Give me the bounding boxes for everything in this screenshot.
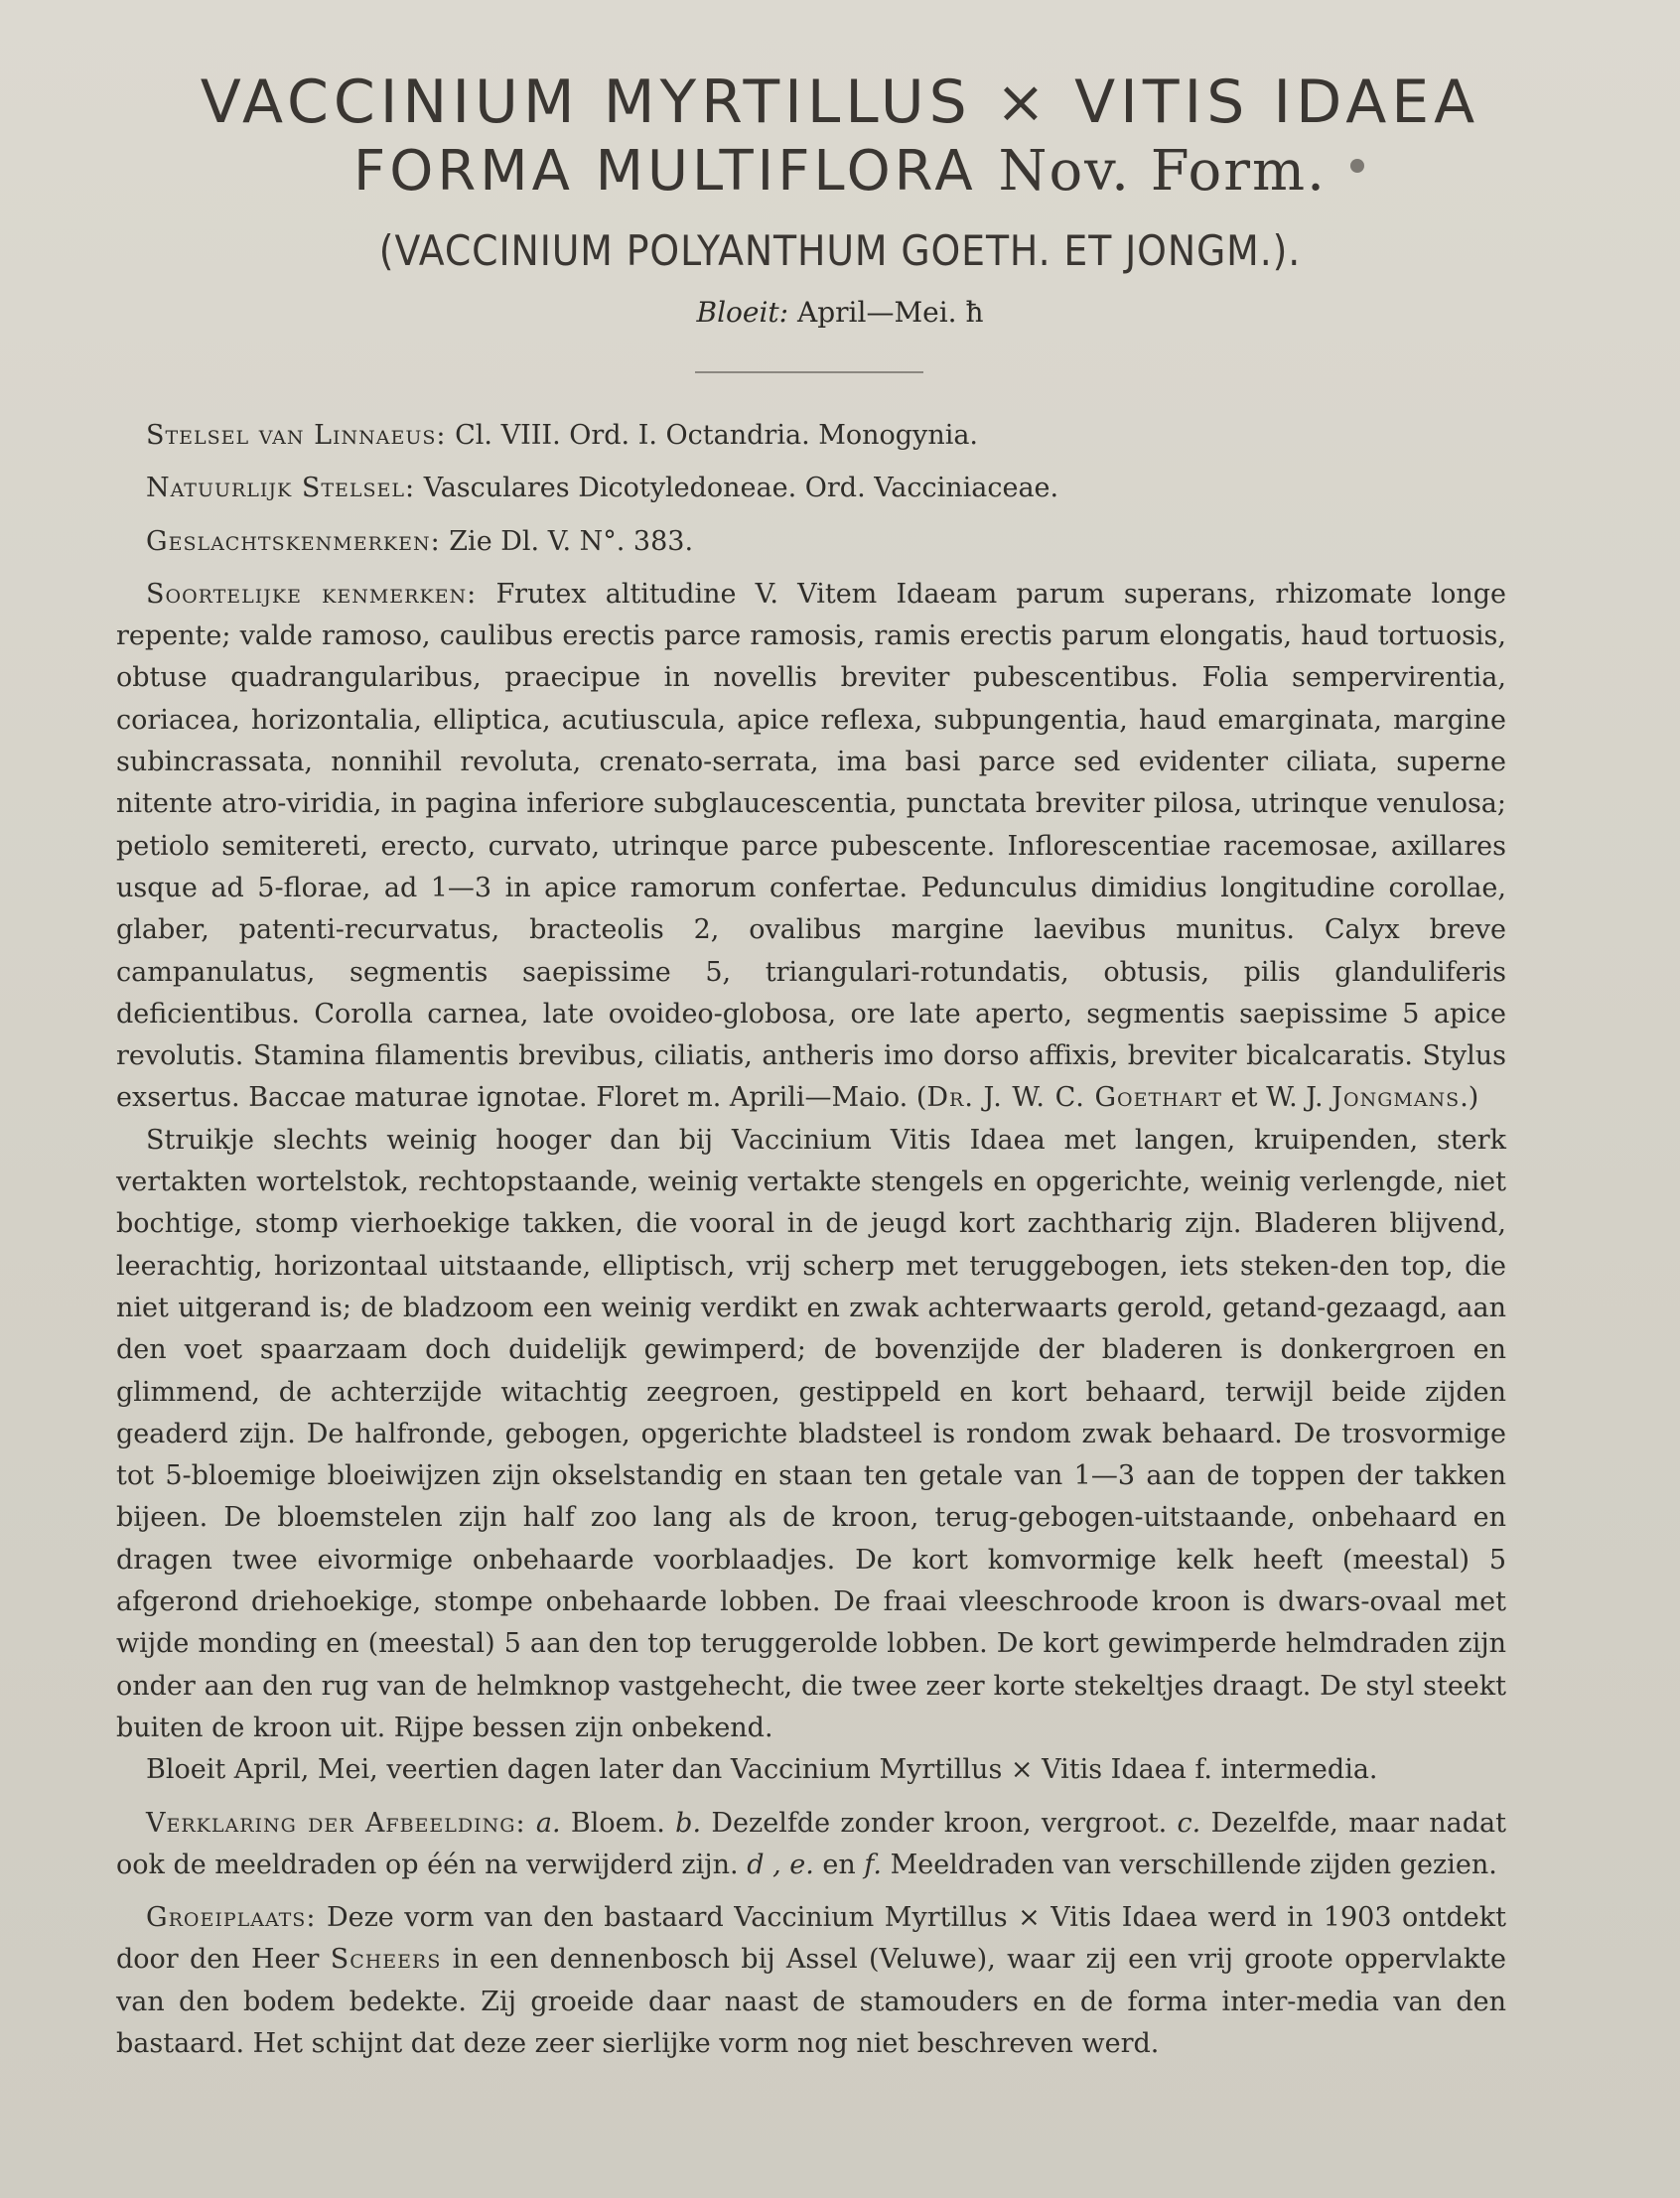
fig-a: a. (535, 1807, 561, 1839)
title-divider (695, 371, 923, 373)
habitat-name: Scheers (330, 1944, 442, 1976)
natural-value: Vasculares Dicotyledoneae. Ord. Vacciniaceae. (423, 473, 1059, 504)
bloom-paragraph: Bloeit April, Mei, veertien dagen later dan Vaccinium Myrtillus × Vitis Idaea f. intermedia. (146, 1754, 1378, 1786)
genus-paragraph (116, 521, 1506, 563)
linnaeus-paragraph (116, 415, 1506, 457)
fig-en: en (813, 1849, 865, 1880)
natural-paragraph (116, 468, 1506, 509)
species-dutch-paragraph: Struikje slechts weinig hooger dan bij Vaccinium Vitis Idaea met langen, kruipenden, sterk vertakten wortelstok, rechtopstaande, weinig vertakte stengels en opgerichte, weinig verlengde, niet bochtige, stomp vierhoekige takken, die vooral in de jeugd kort zachtharig zijn. Bladeren blijvend, leerachtig, horizontaal uitstaande, elliptisch, vrij scherp met teruggebogen, iets steken-den top, die niet uitgerand is; de bladzoom een weinig verdikt en zwak achterwaarts gerold, getand-gezaagd, aan den voet spaarzaam doch duidelijk gewimperd; de bovenzijde der bladeren is donkergroen en glimmend, de achterzijde witachtig zeegroen, gestippeld en kort behaard, terwijl beide zijden geaderd zijn. De halfronde, gebogen, opgerichte bladsteel is rondom zwak behaard. De trosvormige tot 5-bloemige bloeiwijzen zijn okselstandig en staan ten getale van 1—3 aan de toppen der takken bijeen. De bloemstelen zijn half zoo lang als de kroon, terug-gebogen-uitstaande, onbehaard en dragen twee eivormige onbehaarde voorblaadjes. De kort komvormige kelk heeft (meestal) 5 afgerond driehoekige, stompe onbehaarde lobben. De fraai vleeschroode kroon is dwars-ovaal met wijde monding en (meestal) 5 aan den top teruggerolde lobben. De kort gewimperde helmdraden zijn onder aan den rug van de helmknop vastgehecht, die twee zeer korte stekeltjes draagt. De styl steekt buiten de kroon uit. Rijpe bessen zijn onbekend. (116, 1124, 1506, 1743)
linnaeus-label: Stelsel van Linnaeus: (146, 420, 447, 451)
genus-label: Geslachtskenmerken: (146, 525, 441, 557)
title-line-1: VACCINIUM MYRTILLUS × VITIS IDAEA (200, 68, 1480, 137)
fig-de: d , e. (747, 1849, 814, 1880)
title-line-2 (0, 139, 1680, 204)
author-goethart: Dr. J. W. C. Goethart (926, 1082, 1223, 1114)
genus-value: Zie Dl. V. N°. 383. (449, 525, 694, 557)
fig-f: f. (864, 1849, 882, 1880)
author-et: et W. J. (1222, 1082, 1332, 1114)
fig-f-text: Meeldraden van verschillende zijden gezien. (881, 1849, 1497, 1880)
habitat-label: Groeiplaats: (146, 1902, 317, 1934)
habitat-text-2: in een dennenbosch bij Assel (Veluwe), waar zij een vrij groote oppervlakte van den bodem bedekte. Zij groeide daar naast de stamouders en de forma inter-media van den bastaard. Het schijnt dat deze zeer sierlijke vorm nog niet beschreven werd. (116, 1944, 1507, 2059)
bloom-period (0, 296, 1680, 329)
linnaeus-value: Cl. VIII. Ord. I. Octandria. Monogynia. (455, 420, 979, 451)
fig-b: b. (675, 1807, 702, 1839)
ink-speck (1350, 159, 1364, 173)
fig-c-text: Dezelfde, maar nadat ook de meeldraden op één na verwijderd zijn. (116, 1807, 1506, 1880)
bloom-label: Bloeit: (696, 296, 789, 329)
author-close: .) (1460, 1082, 1479, 1114)
explanation-paragraph (116, 1803, 1506, 1887)
synonym-title: (VACCINIUM POLYANTHUM GOETH. ET JONGM.). (378, 226, 1302, 275)
natural-label: Natuurlijk Stelsel: (146, 473, 416, 504)
habitat-paragraph (116, 1897, 1506, 2065)
species-latin-paragraph (116, 574, 1506, 1120)
bloom-value: April—Mei. ħ (797, 296, 984, 329)
body-text (116, 415, 1506, 2065)
fig-c: c. (1177, 1807, 1201, 1839)
species-latin-text: Frutex altitudine V. Vitem Idaeam parum superans, rhizomate longe repente; valde ramoso, caulibus erectis parce ramosis, ramis erectis parum elongatis, haud tortuosis, obtuse quadrangularibus, praecipue in novellis breviter pubescentibus. Folia sempervirentia, coriacea, horizontalia, elliptica, acutiuscula, apice reflexa, subpungentia, haud emarginata, margine subincrassata, nonnihil revoluta, crenato-serrata, ima basi parce sed evidenter ciliata, superne nitente atro-viridia, in pagina inferiore subglaucescentia, punctata breviter pilosa, utrinque venulosa; petiolo semitereti, erecto, curvato, utrinque parce pubescente. Inflorescentiae racemosae, axillares usque ad 5-florae, ad 1—3 in apice ramorum confertae. Pedunculus dimidius longitudine corollae, glaber, patenti-recurvatus, bracteolis 2, ovalibus margine laevibus munitus. Calyx breve campanulatus, segmentis saepissime 5, triangulari-rotundatis, obtusis, pilis glanduliferis deficientibus. Corolla carnea, late ovoideo-globosa, ore late aperto, segmentis saepissime 5 apice revolutis. Stamina filamentis brevibus, ciliatis, antheris imo dorso affixis, breviter bicalcaratis. Stylus exsertus. Baccae maturae ignotae. Floret m. Aprili—Maio. ( (116, 578, 1507, 1114)
habitat-text-1: Deze vorm van den bastaard Vaccinium Myrtillus × Vitis Idaea werd in 1903 ontdekt door den Heer (116, 1902, 1506, 1976)
fig-a-text: Bloem. (560, 1807, 676, 1839)
author-jongmans: Jongmans (1331, 1082, 1461, 1114)
fig-b-text: Dezelfde zonder kroon, vergroot. (701, 1807, 1178, 1839)
species-label: Soortelijke kenmerken: (146, 578, 478, 610)
title-forma: FORMA MULTIFLORA (353, 139, 977, 204)
explanation-label: Verklaring der Afbeelding: (146, 1807, 526, 1839)
title-nov-form: Nov. Form. (998, 139, 1327, 204)
